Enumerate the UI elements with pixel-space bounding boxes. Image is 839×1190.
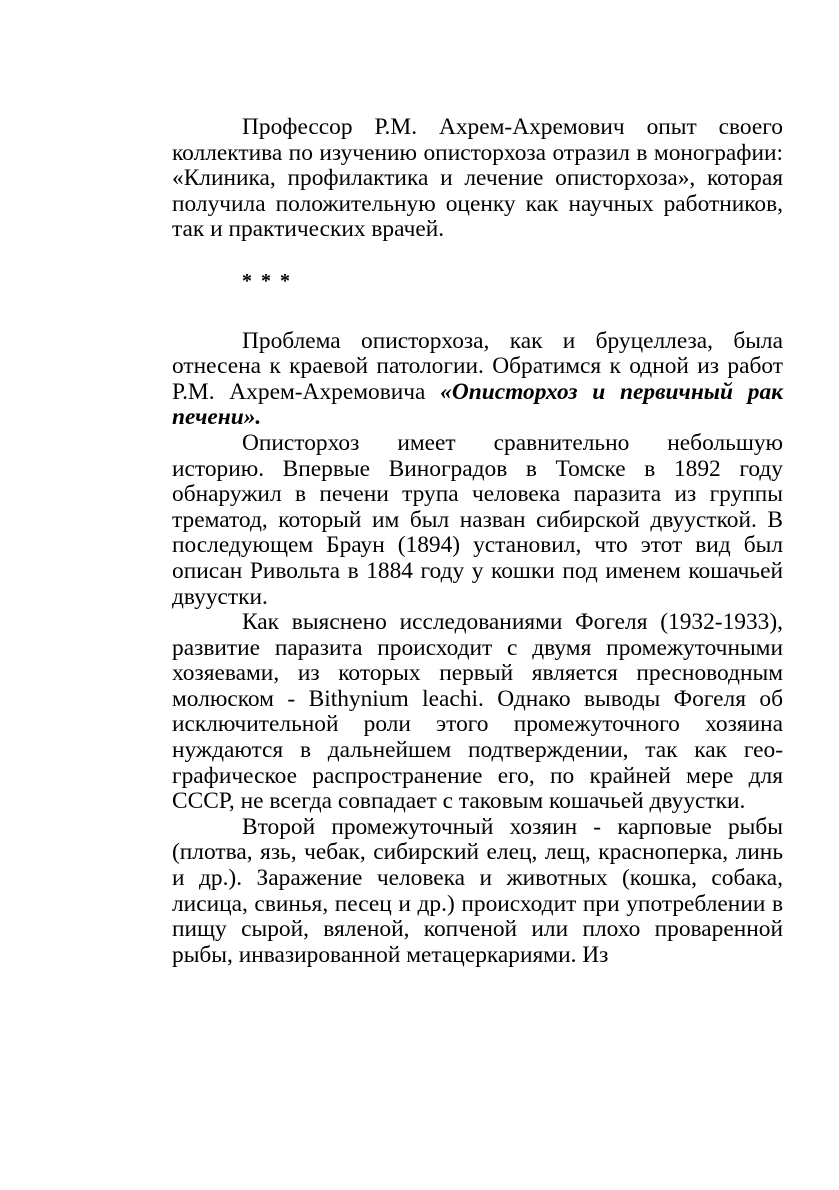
paragraph-history: Описторхоз имеет сравнительно небольшую историю. Впервые Виноградов в Томске в 1892 году обнаружил в печени трупа человека паразита из группы трематод, который им был назван сибирской двуусткой. В последующем Браун (1894) установил, что этот вид был описан Ривольта в 1884 году у кошки под именем кошачьей двуустки.	[172, 429, 783, 610]
paragraph-monograph: Профессор Р.М. Ахрем-Ахремович опыт своего коллектива по изучению описторхоза отразил в монографии: «Клиника, профилактика и лечение описторхоза», которая получила положительную оценку как научных работников, так и практических врачей.	[172, 114, 783, 243]
paragraph-fogel: Как выяснено исследованиями Фогеля (1932-1933), развитие паразита происходит с двумя промежуточными хозяевами, из которых первый является пресноводным молюском - Bithynium leachi. Однако выводы Фогеля об исключительной роли этого промежуточного хозяина нуждаются в дальнейшем подтверждении, так как географическое распространение его, по крайней мере для СССР, не всегда совпадает с таковым кошачьей двуустки.	[172, 609, 783, 815]
spacer	[172, 243, 783, 269]
work-title: «Описторхоз и первичный рак печени».	[172, 378, 784, 431]
text-column	[172, 115, 783, 968]
paragraph-problem-text: Проблема описторхоза, как и бруцеллеза, была отнесена к краевой патологии. Обратимся к одной из работ Р.М. Ахрем-Ахремовича	[172, 327, 783, 405]
paragraph-problem	[172, 329, 783, 431]
spacer	[172, 295, 783, 329]
paragraph-second-host: Второй промежуточный хозяин - карповые рыбы (плотва, язь, чебак, сибирский елец, лещ, красноперка, линь и др.). Заражение человека и животных (кошка, собака, лисица, свинья, песец и др.) происходит при употреблении в пищу сырой, вяленой, копченой или плохо проваренной рыбы, инвазированной метацеркариями. Из	[172, 813, 783, 968]
section-separator: * * *	[242, 269, 292, 292]
